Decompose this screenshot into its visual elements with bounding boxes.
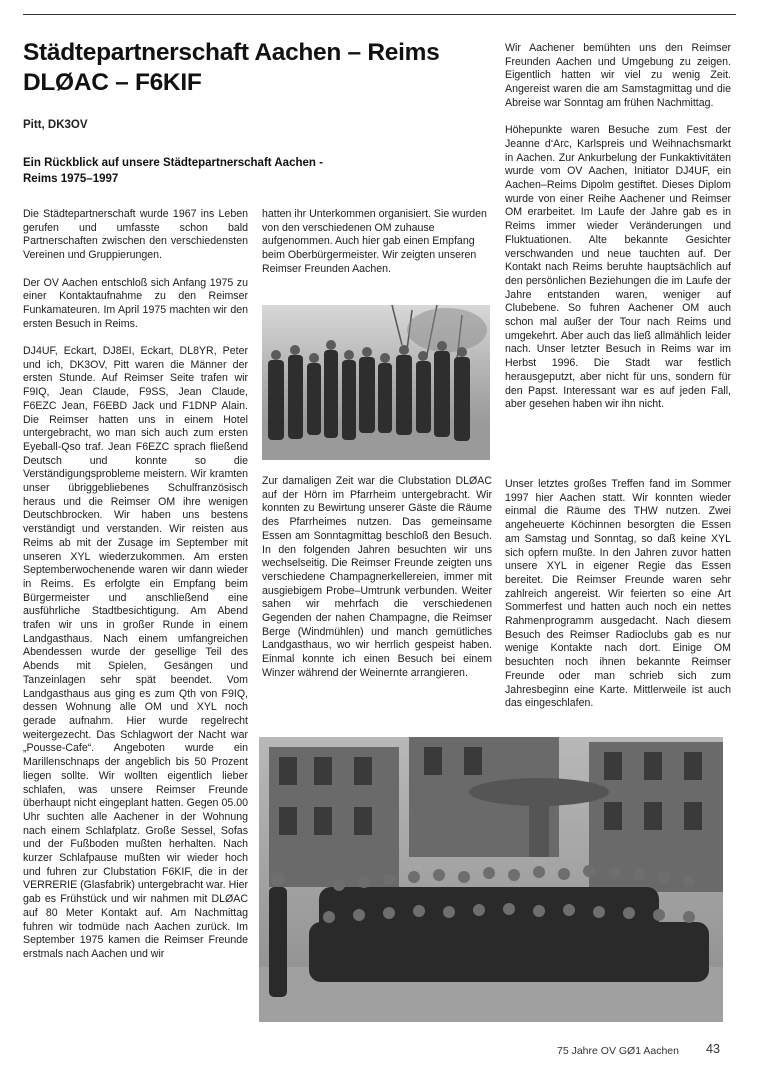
article-title: Städtepartnerschaft Aachen – Reims DLØAC – F6KIF <box>23 39 440 96</box>
column-1 <box>23 208 248 962</box>
top-rule <box>23 14 736 15</box>
footer-text: 75 Jahre OV GØ1 Aachen <box>557 1045 679 1057</box>
paragraph: Höhepunkte waren Besuche zum Fest der Jeanne d‘Arc, Karlspreis und Weihnachsmarkt in Aachen. Zur Ankurbelung der Funkaktivitäten wurde vom OV Aachen, Initiator DJ4UF, ein Aachen–Reims Dipolm gestiftet. Dieses Diplom wurde von einer Reihe Aachener und Reimser OM erarbeitet. Im Laufe der Jahre gab es in Reims immer wieder Veränderungen und Fluktuationen. Alte bekannte Gesichter verschwanden und neue tauchten auf. Der Kontakt nach Reims beruhte hauptsächlich auf den persönlichen Beziehungen die im Laufe der Jahre entstanden waren, weniger auf Clubebene. So fuhren Aachener OM auch schon mal außer der Tour nach Reims und umgekehrt. Aber auch das ließ allmählich leider nach. Unser letzter Besuch in Reims war im Herbst 1996. Die Stadt war festlich herausgeputzt, aber nicht für uns, sondern für den Papst. Interessant war es auf jeden Fall, aber gesehen haben wir ihn nicht. <box>505 124 731 411</box>
page-number: 43 <box>706 1042 720 1056</box>
paragraph: Die Städtepartnerschaft wurde 1967 ins Leben gerufen und umfasste schon bald Partnerschaften zwischen den verschiedensten Vereinen und Gruppierungen. <box>23 208 248 262</box>
column-3-bottom <box>505 478 731 711</box>
column-2-bottom <box>262 475 492 681</box>
paragraph: Unser letztes großes Treffen fand im Sommer 1997 hier Aachen statt. Wir konnten wieder einmal die Räume des THW nutzen. Zwei angeheuerte Köchinnen besorgten die Essen am Samstag und Sonntag, so daß keine XYL sich opfern mußte. In den Jahren zuvor hatten unsere XYL in eigener Regie das Essen bereitet. Die Reimser Freunde waren sehr zahlreich angereist. Wir feierten so eine Art Sommerfest und hatten auch noch ein nettes Rahmenprogramm ausgedacht. Nach diesem Besuch des Reimser Radioclubs gab es nur wenige Kontakte nach dort. Einige OM besuchten noch ihnen bekannte Reimser Freunde oder man schrieb sich zum Jahresbeginn eine Karte. Mittlerweile ist auch das eingeschlafen. <box>505 478 731 710</box>
group-photo-1997 <box>259 737 723 1022</box>
paragraph: hatten ihr Unterkommen organisiert. Sie wurden von den verschiedenen OM zuhause aufgenommen. Auch hier gab einen Empfang beim Oberbürgermeister. Wir zeigten unseren Reimser Freunden Aachen. <box>262 208 487 275</box>
paragraph: Zur damaligen Zeit war die Clubstation DLØAC auf der Hörn im Pfarrheim untergebracht. Wir konnten zu Bewirtung unserer Gäste die Räume des Pfarrheimes nutzen. Das gemeinsame Essen am Sonntagmittag beschloß den Besuch. In den folgenden Jahren besuchten wir uns wechselseitig. Die Reimser Freunde zeigten uns verschiedene Champagnerkellereien, immer mit ausgiebigem Probe–Umtrunk verbunden. Weiter sahen wir mehrfach die verschiedenen Gegenden der nahen Champagne, die Reimser Berge (Windmühlen) und manch gemütliches Landgasthaus, wo wir herrlich gespeist haben. Einmal konnte ich einen Besuch bei einem Winzer während der Weinernte arrangieren. <box>262 475 492 679</box>
paragraph: Der OV Aachen entschloß sich Anfang 1975 zu einer Kontaktaufnahme zu den Reimser Funkamateuren. Im April 1975 machten wir den ersten Besuch in Reims. <box>23 276 248 330</box>
paragraph: DJ4UF, Eckart, DJ8EI, Eckart, DL8YR, Peter und ich, DK3OV, Pitt waren die Männer der ersten Stunde. Auf Reimser Seite trafen wir F9IQ, Jean Claude, F9SS, Jean Claude, F6EZC Jean, F6EBD Jack und F1DNP Alain. Die Reimser hatten uns in einem Hotel untergebracht, wo man sich auch zum ersten Eyeball-Qso traf. Jean F6EZC sprach fließend Deutsch und konnte so die Verständigungsprobleme meistern. Wir kramten unser übriggebliebenes Schulfranzösisch heraus und die Reimser OM ihre wenigen Deutschbrocken. Wir haben uns bestens verständigt und verstanden. Wir reisten aus Reims ab mit der Zusage im September mit unseren XYL wiederzukommen. Am ersten Septemberwochenende waren wir dann wieder in Reims. Es erfolgte ein Empfang beim Bürgermeister und anschließend eine ausführliche Stadtbesichtigung. Am Abend trafen wir uns in großer Runde in einem Landgasthaus. Nach einem umfangreichen Abendessen wurde der gesellige Teil des Abends mit Spielen, Gesängen und Tanzeinlagen sehr spät beendet. Vom Landgasthaus aus ging es zum Qth von F9IQ, dessen Wohnung alle OM und XYL noch gerade aufnahm. Hier wurde regelrecht weitergezecht. Das Schlagwort der Nacht war „Pousse-Cafe“. Angeboten wurde ein Marillenschnaps der angeblich bis 50 Prozent liegen sollte. Wir wollten eigentlich lieber schlafen, was unsere Reimser Freunde überhaupt nicht eingeplant hatten. Gegen 05.00 Uhr suchten alle Aachener in der Wohnung nach einem Schlafplatz. Große Sessel, Sofas und der Fußboden mußten herhalten. Nach kurzer Schlafpause mußten wir wieder hoch und fuhren zur Clubstation F6KIF, die in der VERRERIE (Glasfabrik) untergebracht war. Hier gab es Frühstück und wir nahmen mit DLØAC auf 80 Meter Kontakt auf. Am Nachmittag fuhren wir todmüde nach Aachen zurück. Im September 1975 kamen die Reimser Freunde erstmals nach Aachen und wir <box>23 345 248 960</box>
column-2-top <box>262 208 492 277</box>
paragraph: Wir Aachener bemühten uns den Reimser Freunden Aachen und Umgebung zu zeigen. Eigentlich hatten wir viel zu wenig Zeit. Angereist waren die am Samstagmittag und die Abreise war Sonntag am frühen Nachmittag. <box>505 42 731 109</box>
group-photo-1975 <box>262 305 490 460</box>
column-3-top <box>505 42 731 412</box>
author-line: Pitt, DK3OV <box>23 119 88 131</box>
intro-heading: Ein Rückblick auf unsere Städtepartnerschaft Aachen - Reims 1975–1997 <box>23 157 323 185</box>
